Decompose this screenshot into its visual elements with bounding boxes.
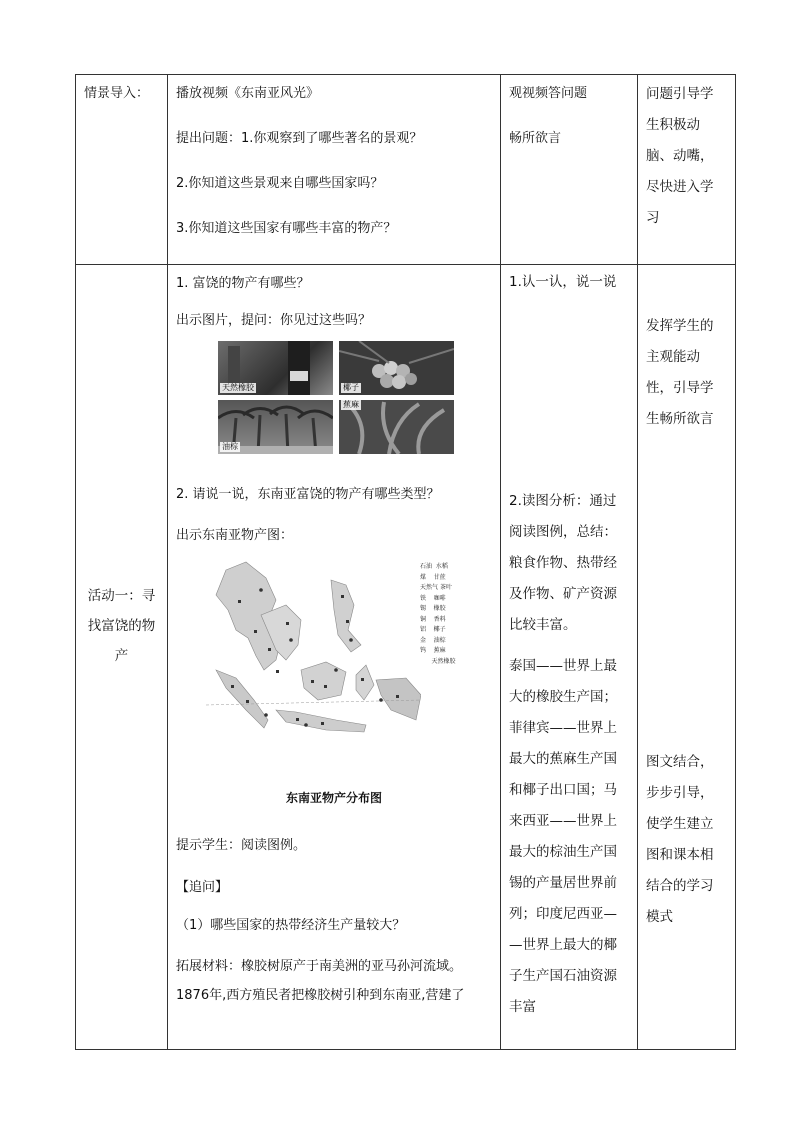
- photo-caption: 天然橡胶: [222, 383, 254, 392]
- photo-caption: 椰子: [343, 383, 359, 392]
- question-1-prompt: 出示图片，提问：你见过这些吗？: [176, 313, 372, 328]
- intent-line: 结合的学习: [646, 878, 714, 894]
- student-line: 最大的棕油生产国: [509, 844, 617, 860]
- products-photo-grid: [218, 341, 454, 455]
- intent-line: 习: [646, 210, 660, 226]
- student-line: 比较丰富。: [509, 617, 577, 633]
- student-line: 2.读图分析：通过: [509, 493, 617, 509]
- question-1: 1. 富饶的物产有哪些？: [176, 276, 310, 291]
- question-2-prompt: 出示东南亚物产图：: [176, 528, 294, 543]
- intent-cell-activity: [638, 265, 736, 1050]
- student-line: 及作物、矿产资源: [509, 586, 617, 602]
- lesson-plan-table: [75, 74, 736, 1050]
- map-legend: [420, 562, 484, 667]
- student-line: 最大的蕉麻生产国: [509, 751, 617, 767]
- stage-label: 产: [114, 648, 129, 664]
- student-line: 阅读图例，总结：: [509, 524, 617, 540]
- intent-cell-intro: [638, 75, 736, 265]
- intent-line: 步步引导，: [646, 785, 714, 801]
- abaca-photo: [339, 400, 454, 454]
- legend-item: 天然橡胶: [431, 657, 456, 665]
- extension-line: 1876年,西方殖民者把橡胶树引种到东南亚,营建了: [176, 988, 465, 1003]
- student-line: 和椰子出口国；马: [509, 782, 617, 798]
- intent-line: 脑、动嘴，: [646, 148, 714, 164]
- legend-item: 椰子: [433, 626, 446, 633]
- intent-line: 生畅所欲言: [646, 411, 714, 427]
- photo-caption: 油棕: [222, 442, 238, 451]
- student-cell-intro: [501, 75, 638, 265]
- southeast-asia-products-map: [206, 560, 476, 786]
- legend-item: 金: [420, 636, 427, 644]
- student-line: 观视频答问题: [509, 86, 588, 101]
- map-title: 东南亚物产分布图: [285, 791, 382, 805]
- legend-item: 天然气: [420, 584, 439, 591]
- legend-item: 钨: [420, 647, 427, 654]
- hint-text: 提示学生：阅读图例。: [176, 838, 307, 853]
- teacher-line: 3.你知道这些国家有哪些丰富的物产？: [176, 221, 397, 236]
- intent-line: 模式: [646, 909, 673, 925]
- intent-line: 使学生建立: [646, 816, 714, 832]
- legend-item: 咖啡: [433, 594, 446, 602]
- stage-label: 情景导入：: [84, 86, 150, 101]
- student-line: 来西亚——世界上: [509, 813, 617, 829]
- legend-item: 蕉麻: [433, 647, 446, 654]
- teacher-cell-intro: [168, 75, 501, 265]
- student-line: 泰国——世界上最: [509, 658, 617, 674]
- map-graphic: [206, 560, 421, 760]
- teacher-line: 播放视频《东南亚风光》: [176, 86, 320, 101]
- legend-item: 甘蔗: [433, 573, 446, 581]
- photo-caption: 蕉麻: [343, 400, 359, 409]
- intent-line: 发挥学生的: [646, 318, 714, 334]
- legend-item: 铁: [420, 594, 427, 602]
- student-line: 丰富: [509, 999, 536, 1015]
- student-line: 锡的产量居世界前: [509, 875, 617, 891]
- teacher-line: 2.你知道这些景观来自哪些国家吗？: [176, 176, 384, 191]
- student-line: 大的橡胶生产国；: [509, 689, 617, 705]
- stage-label: 活动一：寻: [87, 588, 156, 604]
- intent-line: 尽快进入学: [646, 179, 714, 195]
- stage-label: 找富饶的物: [87, 618, 156, 634]
- question-2: 2. 请说一说，东南亚富饶的物产有哪些类型？: [176, 487, 440, 502]
- followup-question: （1）哪些国家的热带经济生产量较大？: [176, 918, 406, 933]
- student-line: 1.认一认，说一说: [509, 274, 617, 290]
- oil-palm-photo: [218, 400, 333, 454]
- legend-item: 水稻: [435, 563, 448, 570]
- extension-line: 拓展材料：橡胶树原产于南美洲的亚马孙河流域。: [176, 959, 463, 974]
- legend-item: 茶叶: [439, 584, 452, 591]
- student-cell-activity: [501, 265, 638, 1050]
- stage-cell-activity: [76, 265, 168, 1050]
- coconut-photo: [339, 341, 454, 395]
- legend-item: 油棕: [433, 636, 446, 644]
- stage-cell-intro: [76, 75, 168, 265]
- legend-item: 铝: [420, 626, 427, 633]
- followup-heading: 【追问】: [176, 880, 229, 895]
- student-line: 子生产国石油资源: [509, 968, 617, 984]
- legend-item: 煤: [420, 573, 427, 581]
- student-line: 畅所欲言: [509, 131, 562, 146]
- legend-item: 石油: [420, 563, 433, 570]
- teacher-cell-activity: [168, 265, 501, 1050]
- intent-line: 生积极动: [646, 117, 700, 133]
- rubber-photo: [218, 341, 333, 395]
- intent-line: 图和课本相: [646, 847, 714, 863]
- student-line: —世界上最大的椰: [509, 937, 617, 953]
- legend-item: 铜: [420, 615, 427, 623]
- student-line: 菲律宾——世界上: [509, 720, 617, 736]
- student-line: 列；印度尼西亚—: [509, 906, 617, 922]
- intent-line: 性，引导学: [646, 380, 714, 396]
- intent-line: 问题引导学: [646, 86, 714, 102]
- legend-item: 香料: [433, 615, 446, 623]
- intent-line: 主观能动: [646, 349, 700, 365]
- legend-item: 橡胶: [433, 605, 446, 612]
- student-line: 粮食作物、热带经: [509, 555, 617, 571]
- teacher-line: 提出问题：1.你观察到了哪些著名的景观？: [176, 131, 423, 146]
- legend-item: 锡: [420, 605, 427, 612]
- intent-line: 图文结合，: [646, 754, 714, 770]
